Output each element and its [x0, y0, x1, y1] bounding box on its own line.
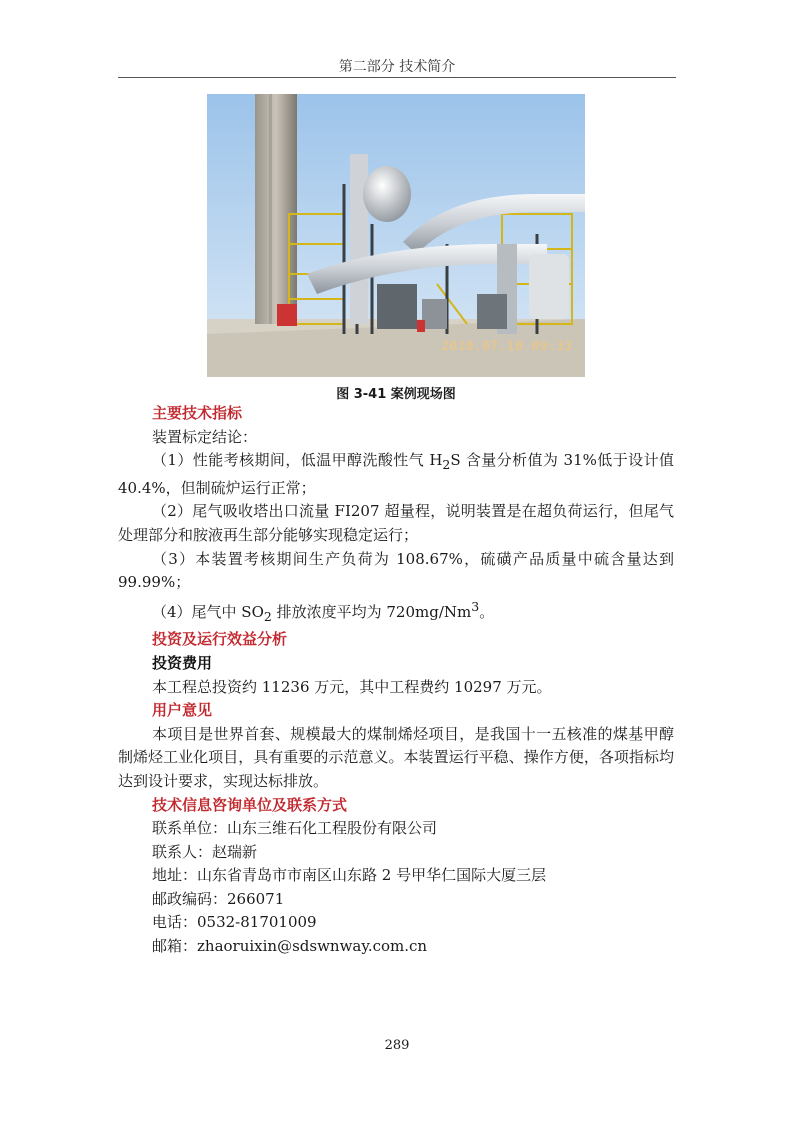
subheading-investment-cost: 投资费用	[152, 653, 213, 672]
page-header: 第二部分 技术简介	[338, 59, 456, 75]
section-heading-contact: 技术信息咨询单位及联系方式	[152, 795, 348, 814]
indicator-item-3: （3）本装置考核期间生产负荷为 108.67%，硫磺产品质量中硫含量达到 99.99%；	[118, 549, 674, 592]
item4-superscript: 3	[471, 598, 480, 614]
page-body	[118, 402, 674, 959]
contact-person: 联系人：赵瑞新	[152, 842, 258, 861]
plant-illustration	[207, 94, 585, 377]
page-number: 289	[384, 1038, 410, 1053]
investment-text: 本工程总投资约 11236 万元，其中工程费约 10297 万元。	[152, 677, 552, 696]
item4-subscript: 2	[263, 608, 272, 624]
contact-unit: 联系单位：山东三维石化工程股份有限公司	[152, 819, 438, 838]
figure-caption: 图 3-41 案例现场图	[336, 387, 456, 402]
item4-text-a: （4）尾气中 SO	[152, 602, 264, 621]
item1-subscript: 2	[442, 457, 451, 473]
header-divider	[118, 77, 676, 78]
calibration-intro: 装置标定结论：	[152, 427, 258, 446]
item1-text-a: （1）性能考核期间，低温甲醇洗酸性气 H	[152, 451, 443, 470]
contact-phone: 电话：0532-81701009	[152, 913, 317, 932]
contact-email: 邮箱：zhaoruixin@sdswnway.com.cn	[152, 937, 428, 956]
item4-text-b: 排放浓度平均为 720mg/Nm	[271, 602, 472, 621]
user-opinion-text: 本项目是世界首套、规模最大的煤制烯烃项目，是我国十一五核准的煤基甲醇制烯烃工业化项目，具有重要的示范意义。本装置运行平稳、操作方便，各项指标均达到设计要求，实现达标排放。	[118, 724, 674, 790]
contact-postcode: 邮政编码：266071	[152, 889, 285, 908]
indicator-item-2: （2）尾气吸收塔出口流量 FI207 超量程，说明装置是在超负荷运行，但尾气处理部分和胺液再生部分能够实现稳定运行；	[118, 502, 674, 544]
item1-text-b: S 含量分析值为 31%低于设计值 40.4%，但制硫炉运行正常；	[118, 451, 674, 497]
indicator-item-1	[118, 449, 674, 500]
section-heading-user-opinion: 用户意见	[152, 701, 213, 720]
item4-text-c: 。	[479, 602, 495, 621]
contact-address: 地址：山东省青岛市市南区山东路 2 号甲华仁国际大厦三层	[152, 866, 547, 885]
plant-site-photo	[207, 94, 585, 377]
photo-timestamp: 2010.07.10 09:33	[441, 339, 573, 353]
indicator-item-4	[118, 595, 674, 629]
section-heading-main-indicators: 主要技术指标	[152, 404, 243, 422]
section-heading-investment: 投资及运行效益分析	[152, 630, 288, 649]
